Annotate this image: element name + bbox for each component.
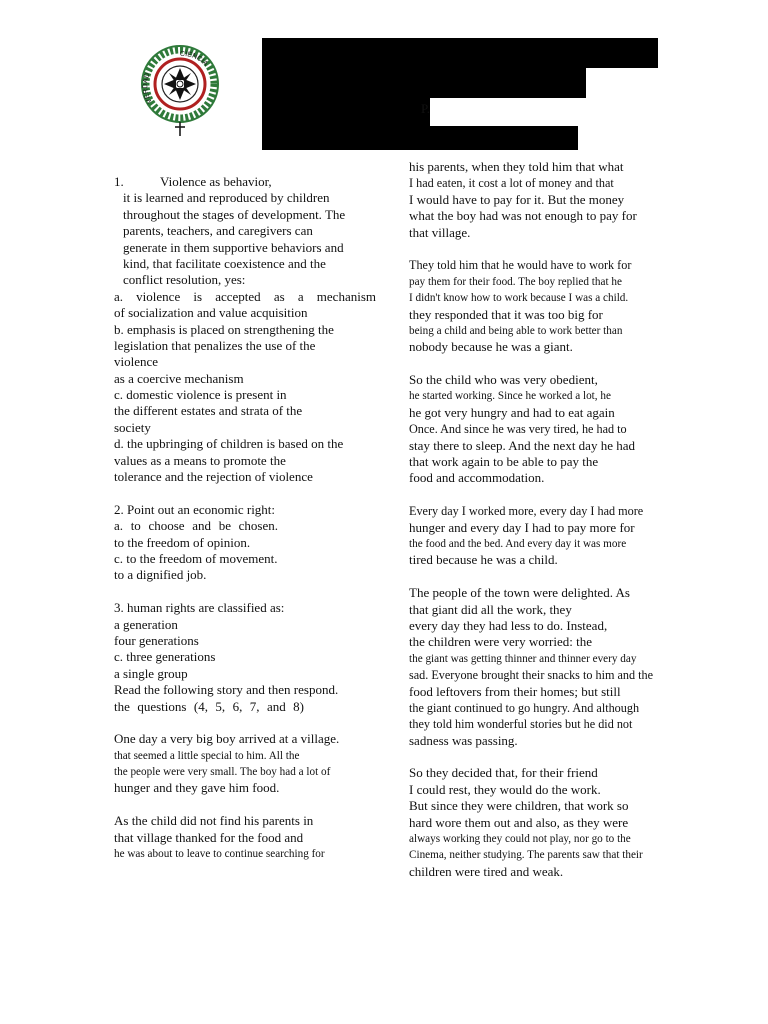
paragraph-gap <box>409 749 681 765</box>
text-line: children were tired and weak. <box>409 863 564 879</box>
text-line: they responded that it was too big for <box>409 306 603 322</box>
text-line: that village thanked for the food and <box>114 829 304 845</box>
text-line: Read the following story and then respond. <box>114 682 339 698</box>
text-line: the children were very worried: the <box>409 634 593 650</box>
text-line: 2. Point out an economic right: <box>114 501 276 517</box>
text-line: hunger and they gave him food. <box>114 780 280 796</box>
redaction-bar <box>262 38 658 68</box>
text-line: As the child did not find his parents in <box>114 813 314 829</box>
text-line <box>114 174 376 190</box>
text-line: that work again to be able to pay the <box>409 454 599 470</box>
text-line: c. to the freedom of movement. <box>114 550 278 566</box>
text-line: of socialization and value acquisition <box>114 305 308 321</box>
text-line: to the freedom of opinion. <box>114 534 251 550</box>
text-line: as a coercive mechanism <box>114 370 244 386</box>
text-line: he got very hungry and had to eat again <box>409 404 615 420</box>
text-line: that village. <box>409 224 471 240</box>
text-line: 3. human rights are classified as: <box>114 600 285 616</box>
text-line: hunger and every day I had to pay more for <box>409 519 635 535</box>
text-line: to a dignified job. <box>114 567 207 583</box>
text-line: legislation that penalizes the use of the <box>114 337 316 353</box>
left-text-column <box>114 174 376 862</box>
text-line: always working they could not play, nor go to the <box>409 833 631 846</box>
text-line: I didn't know how to work because I was a child. <box>409 292 629 305</box>
text-line: the food and the bed. And every day it was more <box>409 537 627 550</box>
paragraph-gap <box>114 485 376 501</box>
seal-text-right: CIENCIA <box>179 50 209 68</box>
paragraph-gap <box>409 569 681 585</box>
text-line: So they decided that, for their friend <box>409 765 598 781</box>
text-line: sad. Everyone brought their snacks to him and the <box>409 668 654 683</box>
text-line: So the child who was very obedient, <box>409 372 598 388</box>
text-line: that giant did all the work, they <box>409 601 572 617</box>
text-line: his parents, when they told him that what <box>409 159 624 174</box>
text-line: values as a means to promote the <box>114 452 286 468</box>
text-line: it is learned and reproduced by children <box>123 190 330 206</box>
text-line: a. to choose and be chosen. <box>114 518 278 534</box>
text-line: I had eaten, it cost a lot of money and that <box>409 176 614 191</box>
text-line: throughout the stages of development. The <box>123 206 346 222</box>
text-line: But since they were children, that work so <box>409 798 629 814</box>
text-line: food and accommodation. <box>409 470 545 486</box>
text-line: I could rest, they would do the work. <box>409 781 601 797</box>
text-line: c. domestic violence is present in <box>114 387 287 403</box>
text-line: the questions (4, 5, 6, 7, and 8) <box>114 698 304 714</box>
text-line: every day they had less to do. Instead, <box>409 617 608 633</box>
text-line: what the boy had was not enough to pay for <box>409 208 637 224</box>
text-line: tired because he was a child. <box>409 552 558 568</box>
text-line: a single group <box>114 665 188 681</box>
text-line: four generations <box>114 632 199 648</box>
text-line: that seemed a little special to him. All the <box>114 749 300 762</box>
text-line: b. emphasis is placed on strengthening the <box>114 321 334 337</box>
school-seal-logo <box>132 42 228 138</box>
question-number: 1. <box>114 174 124 189</box>
paragraph-gap <box>114 715 376 731</box>
text-line: sadness was passing. <box>409 732 518 748</box>
text-line: the giant continued to go hungry. And although <box>409 700 640 715</box>
text-line: They told him that he would have to work for <box>409 258 632 273</box>
text-line: parents, teachers, and caregivers can <box>123 223 313 239</box>
text-line: the people were very small. The boy had a lot of <box>114 766 331 779</box>
redaction-bar <box>262 66 586 98</box>
right-text-column <box>409 159 681 880</box>
text-line: nobody because he was a giant. <box>409 339 573 355</box>
text-line: conflict resolution, yes: <box>123 272 246 288</box>
text-line: generate in them supportive behaviors and <box>123 239 344 255</box>
text-line: Every day I worked more, every day I had more <box>409 504 644 519</box>
seal-text-left: VERDAD <box>142 72 154 105</box>
paragraph-gap <box>114 584 376 600</box>
redaction-fragment: P. <box>421 101 431 116</box>
text-line: Once. And since he was very tired, he had to <box>409 422 627 437</box>
paragraph-gap <box>409 241 681 257</box>
text-line: The people of the town were delighted. As <box>409 585 630 601</box>
text-line: One day a very big boy arrived at a village. <box>114 731 340 747</box>
text-line: I would have to pay for it. But the money <box>409 191 625 207</box>
question-text: Violence as behavior, <box>160 174 272 189</box>
text-line: society <box>114 419 151 435</box>
text-line: tolerance and the rejection of violence <box>114 469 313 485</box>
text-line: the different estates and strata of the <box>114 403 303 419</box>
paragraph-gap <box>409 487 681 503</box>
text-line: a. violence is accepted as a mechanism <box>114 288 376 304</box>
text-line: Cinema, neither studying. The parents saw that their <box>409 849 643 862</box>
text-line: he was about to leave to continue searching for <box>114 848 325 861</box>
text-line: a generation <box>114 616 178 632</box>
redaction-bar <box>262 96 430 126</box>
text-line: he started working. Since he worked a lot, he <box>409 390 611 403</box>
redaction-bar <box>262 126 578 150</box>
text-line: food leftovers from their homes; but still <box>409 683 621 699</box>
text-line: d. the upbringing of children is based on the <box>114 436 344 452</box>
text-line: being a child and being able to work better than <box>409 324 623 337</box>
text-line: violence <box>114 354 159 370</box>
paragraph-gap <box>409 356 681 372</box>
paragraph-gap <box>114 797 376 813</box>
text-line: c. three generations <box>114 649 216 665</box>
text-line: hard wore them out and also, as they were <box>409 814 629 830</box>
text-line: they told him wonderful stories but he did not <box>409 717 633 732</box>
text-line: stay there to sleep. And the next day he had <box>409 437 635 453</box>
text-line: the giant was getting thinner and thinner every day <box>409 652 637 665</box>
text-line: pay them for their food. The boy replied that he <box>409 275 622 288</box>
text-line: kind, that facilitate coexistence and the <box>123 255 326 271</box>
